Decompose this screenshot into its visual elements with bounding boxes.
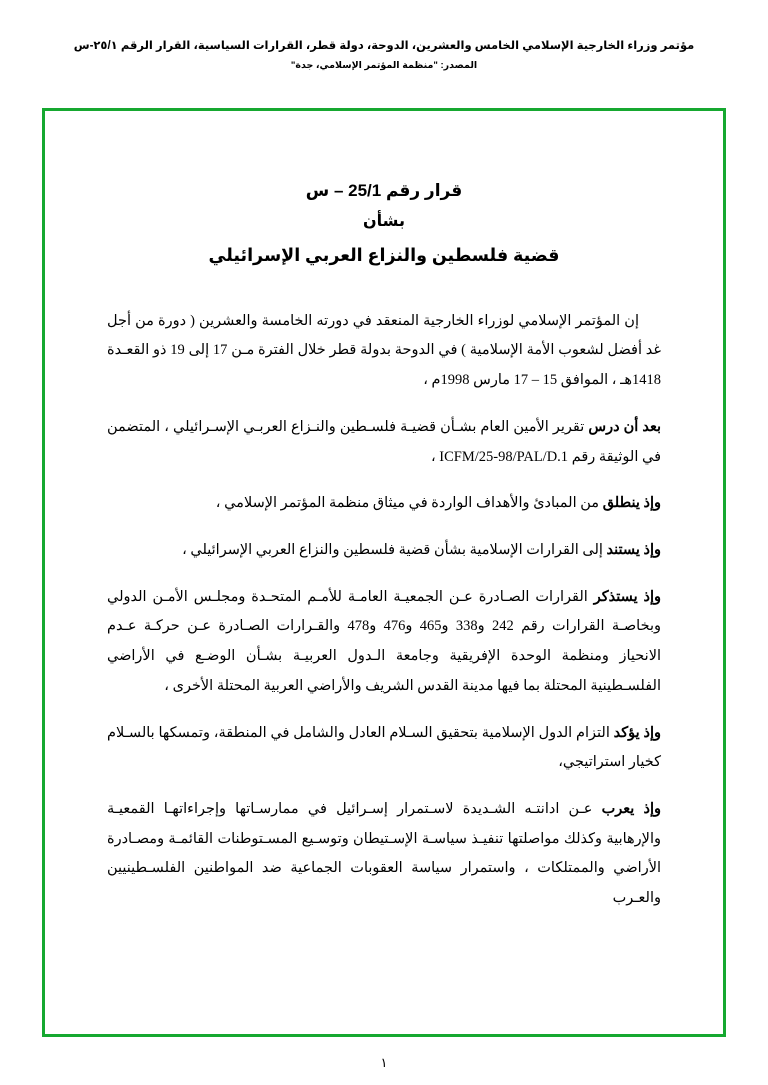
- paragraph-lead: وإذ ينطلق: [602, 495, 661, 512]
- paragraph-lead: وإذ يستند: [606, 542, 661, 558]
- page-number: ١: [380, 1055, 388, 1070]
- paragraph-text: إلى القرارات الإسلامية بشأن قضية فلسطين والنزاع العربي الإسرائيلي ،: [182, 542, 603, 558]
- paragraph-text: القرارات الصـادرة عـن الجمعيـة العامـة للأمـم المتحـدة ومجلـس الأمـن الدولي وبخاصـة القرارات رقم 242 و338 و465 و476 و478 والقـرارات الصـادرة عـن حركـة عـدم الانحياز ومنظمة الوحدة الإفريقية وجامعة الـدول العربيـة بشـأن الوضـع في الأراضي الفلسـطينية المحتلة بما فيها مدينة القدس الشريف والأراضي العربية المحتلة الأخرى ،: [107, 588, 661, 694]
- paragraph-lead: وإذ يستذكر: [593, 588, 661, 605]
- paragraph-lead: وإذ يؤكد: [613, 724, 661, 741]
- header-source-line: المصدر: "منظمة المؤتمر الإسلامي، جدة": [290, 60, 478, 72]
- paragraph-preamble: [107, 307, 661, 396]
- paragraph-text: تقرير الأمين العام بشـأن قضيـة فلسـطين والنـزاع العربـي الإسـرائيلي ، المتضمن في الوثيقة رقم ICFM/25-98/PAL/D.1 ،: [107, 418, 661, 465]
- page-header: [0, 0, 768, 72]
- header-conference-line: مؤتمر وزراء الخارجية الإسلامي الخامس والعشرين، الدوحة، دولة قطر، القرارات السياسية، القرار الرقم ٢٥/١-س: [73, 40, 695, 52]
- paragraph-lead: وإذ يعرب: [601, 801, 662, 818]
- resolution-about-title: بشأن: [363, 213, 405, 231]
- paragraph-based-on: [107, 536, 661, 566]
- resolution-subject-title: قضية فلسطين والنزاع العربي الإسرائيلي: [208, 244, 560, 265]
- paragraph-text: إن المؤتمر الإسلامي لوزراء الخارجية المنعقد في دورته الخامسة والعشرين ( دورة من أجل غد أفضل لشعوب الأمة الإسلامية ) في الدوحة بدولة قطر خلال الفترة مـن 17 إلى 19 ذو القعـدة 1418هـ ، الموافق 15 – 17 مارس 1998م ،: [107, 312, 661, 389]
- paragraph-recalling: [107, 583, 661, 702]
- paragraph-expressing: [107, 795, 661, 914]
- resolution-number-title: قرار رقم 25/1 – س: [305, 181, 463, 200]
- paragraph-proceeding-from: [107, 489, 661, 519]
- paragraph-having-studied: [107, 413, 661, 472]
- document-title-block: [107, 175, 661, 273]
- paragraph-text: التزام الدول الإسلامية بتحقيق السـلام العادل والشامل في المنطقة، وتمسكها بالسـلام كخيار استراتيجي،: [107, 724, 661, 771]
- content-frame-inner: [45, 111, 723, 1034]
- document-body: [107, 307, 661, 914]
- paragraph-text: عـن ادانتـه الشـديدة لاسـتمرار إسـرائيل في ممارسـاتها وإجراءاتهـا القمعيـة والإرهابية وكذلك مواصلتها تنفيـذ سياسـة الإسـتيطان وتوسـيع المسـتوطنات القائمـة ومصـادرة الأراضي والممتلكات ، واستمرار سياسة العقوبات الجماعية ضد المواطنين الفلسـطينيين والعـرب: [107, 801, 661, 907]
- content-frame: [42, 108, 726, 1037]
- paragraph-text: من المبادئ والأهداف الواردة في ميثاق منظمة المؤتمر الإسلامي ،: [215, 495, 600, 512]
- paragraph-affirming: [107, 719, 661, 778]
- paragraph-lead: بعد أن درس: [588, 418, 662, 435]
